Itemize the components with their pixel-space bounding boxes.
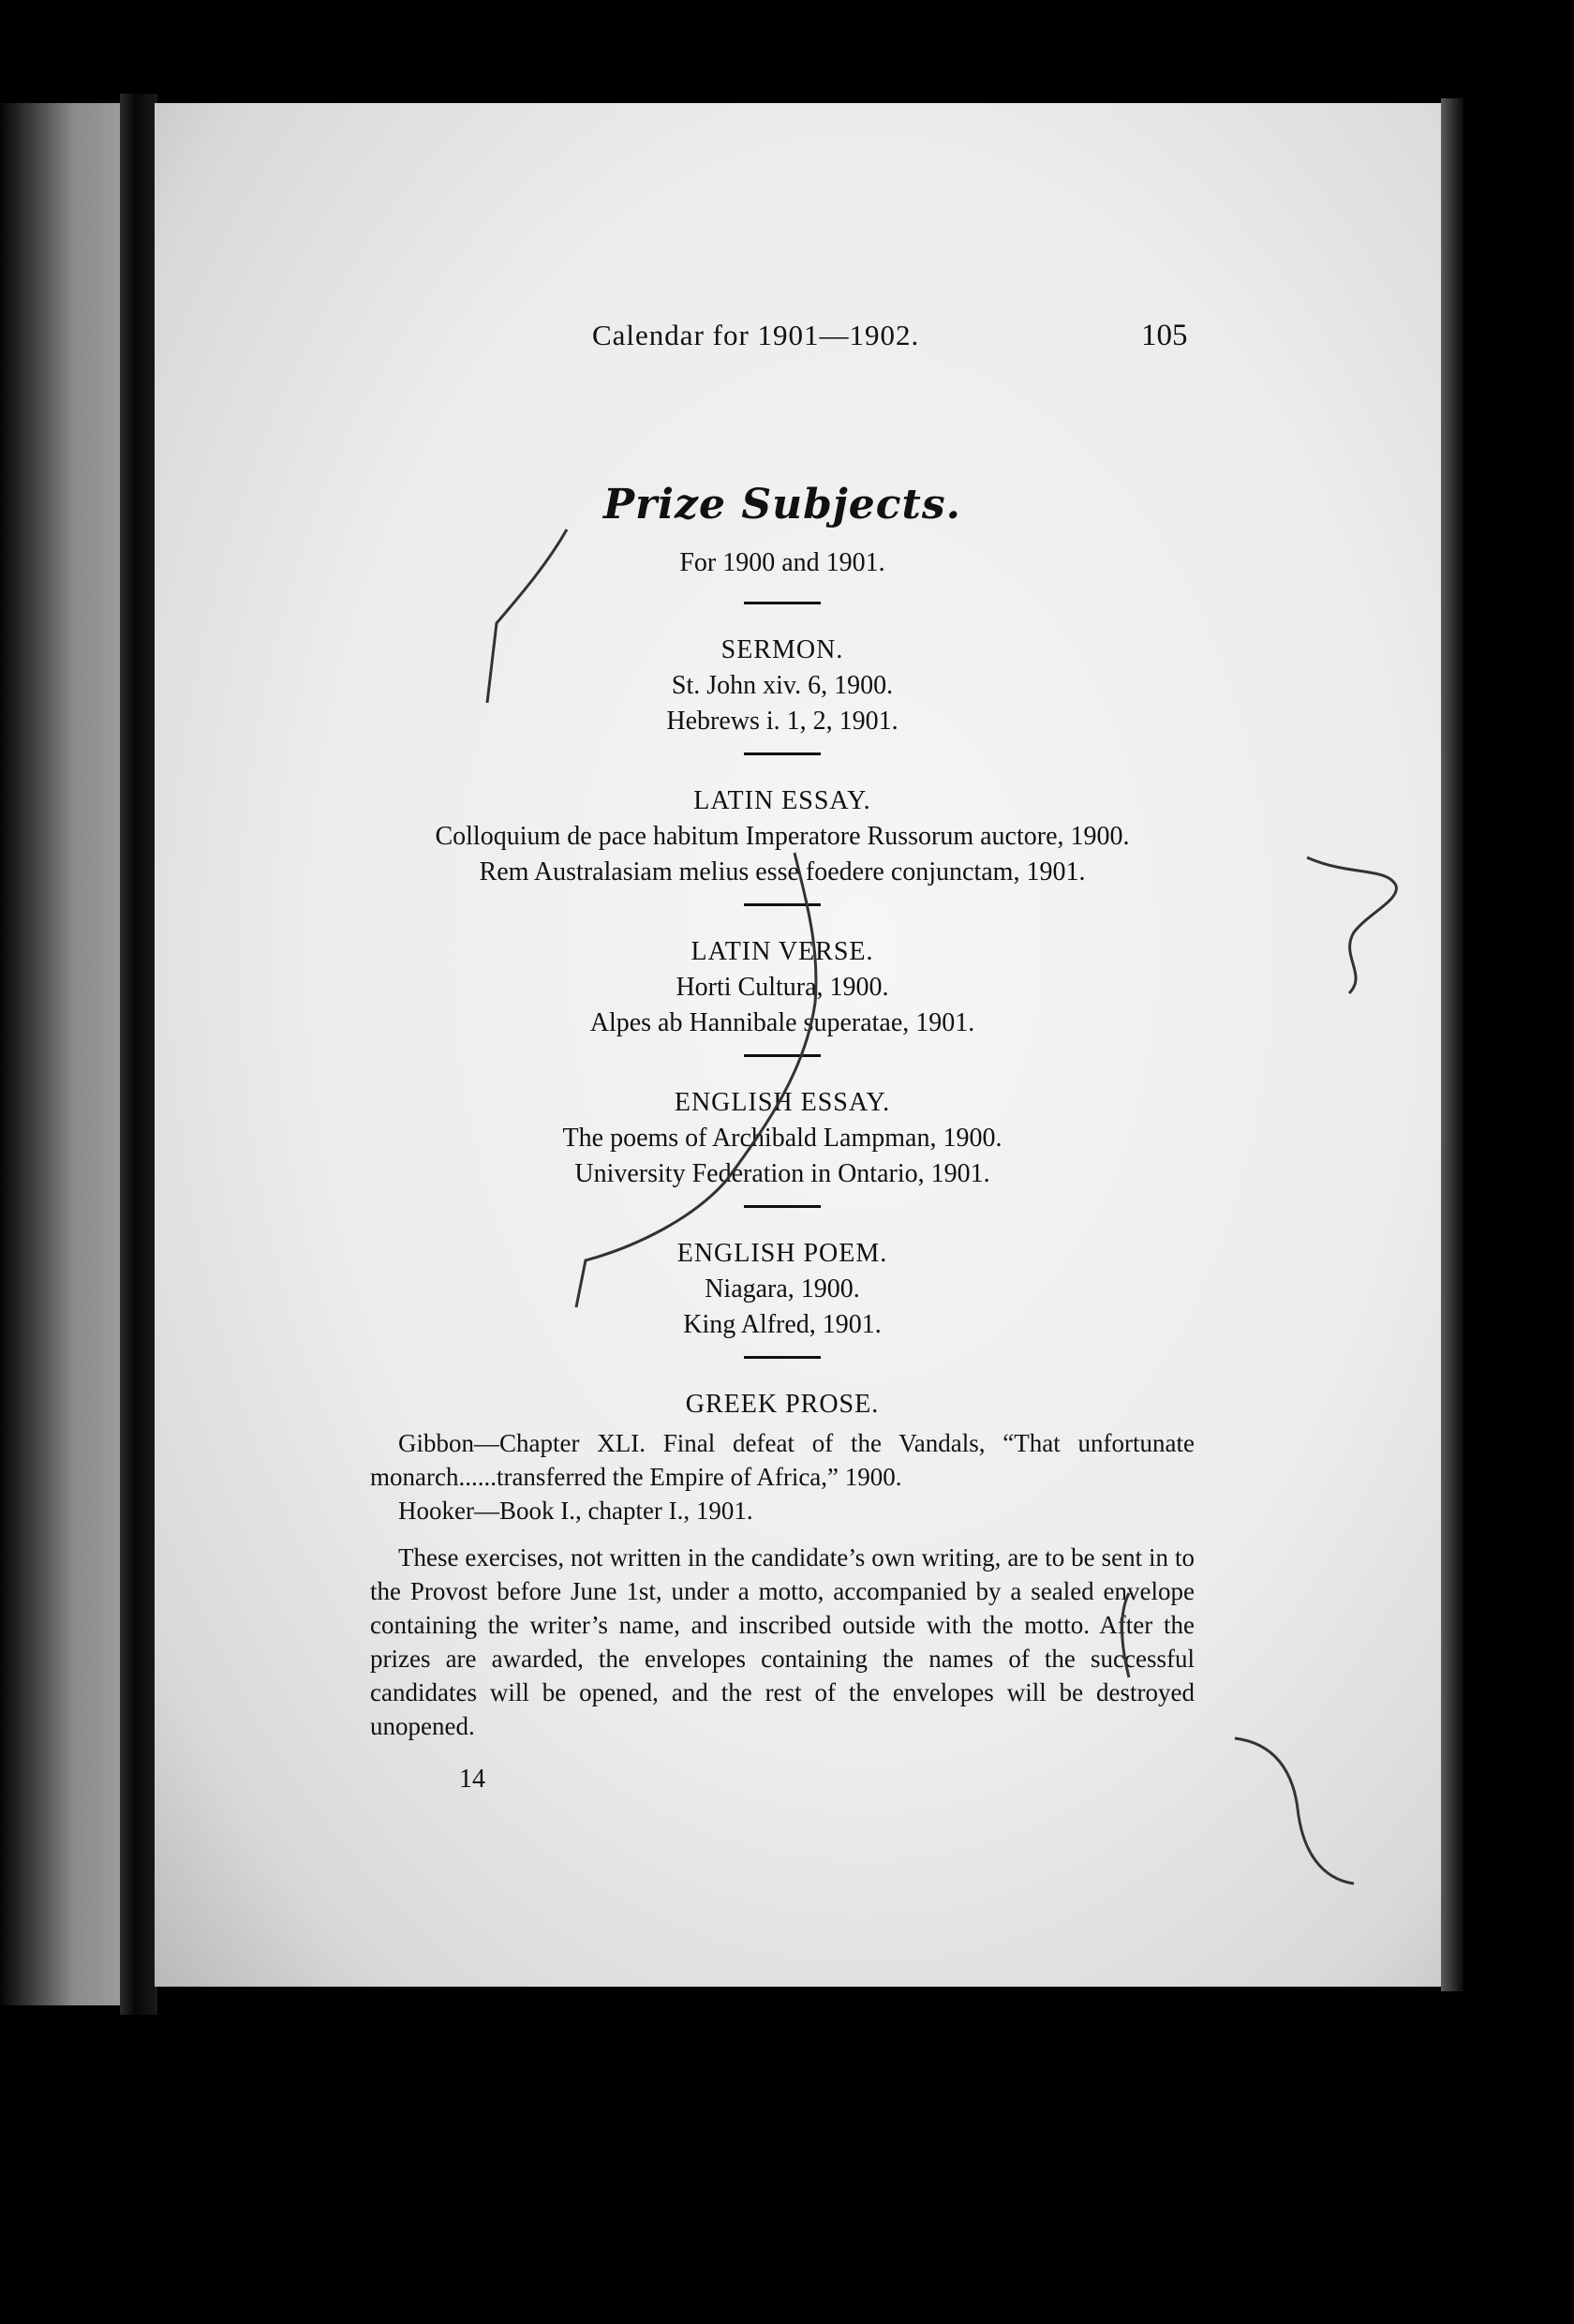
section-item: University Federation in Ontario, 1901. — [574, 1159, 990, 1188]
section-heading: SERMON. — [720, 635, 844, 664]
section-sermon — [370, 633, 1195, 739]
section-heading: ENGLISH ESSAY. — [674, 1088, 891, 1117]
section-item: The poems of Archibald Lampman, 1900. — [562, 1124, 1002, 1153]
main-content — [370, 481, 1195, 1797]
divider-rule — [744, 602, 821, 604]
section-item: Colloquium de pace habitum Imperatore Russorum auctore, 1900. — [435, 822, 1130, 851]
running-header — [0, 319, 1574, 375]
section-latin-verse — [370, 934, 1195, 1041]
book-gutter — [120, 94, 157, 2015]
running-title: Calendar for 1901—1902. — [592, 319, 920, 351]
divider-rule — [744, 1356, 821, 1359]
section-greek-prose — [370, 1387, 1195, 1527]
greek-item-hooker: Hooker—Book I., chapter I., 1901. — [398, 1497, 753, 1525]
section-item: Niagara, 1900. — [705, 1274, 860, 1304]
submission-notice: These exercises, not written in the candidate’s own writing, are to be sent in to the Provost before June 1st, under a motto, accompanied by a sealed envelope containing the writer’s name, and inscribed outside with the motto. After the prizes are awarded, the envelopes containing the names of the successful candidates will be opened, and the rest of the envelopes will be destroyed unopened. — [370, 1543, 1195, 1740]
page-title: Prize Subjects. — [603, 481, 961, 529]
section-heading: LATIN VERSE. — [690, 937, 874, 966]
section-item: St. John xiv. 6, 1900. — [671, 671, 894, 700]
page-number: 105 — [1141, 319, 1188, 352]
divider-rule — [744, 1054, 821, 1057]
page-subtitle: For 1900 and 1901. — [679, 548, 885, 577]
section-item: Alpes ab Hannibale superatae, 1901. — [589, 1008, 975, 1037]
section-item: King Alfred, 1901. — [683, 1310, 882, 1339]
divider-rule — [744, 903, 821, 906]
divider-rule — [744, 752, 821, 755]
page-edge-shadow — [1441, 98, 1463, 1991]
section-heading: ENGLISH POEM. — [676, 1239, 888, 1268]
section-english-poem — [370, 1236, 1195, 1343]
signature-mark: 14 — [459, 1765, 485, 1794]
section-heading: GREEK PROSE. — [685, 1390, 880, 1419]
section-english-essay — [370, 1085, 1195, 1192]
section-latin-essay — [370, 783, 1195, 890]
section-item: Hebrews i. 1, 2, 1901. — [666, 707, 898, 736]
section-item: Rem Australasiam melius esse foedere conjunctam, 1901. — [479, 857, 1086, 886]
facing-page-edge — [0, 103, 122, 2005]
section-item: Horti Cultura, 1900. — [676, 973, 889, 1002]
divider-rule — [744, 1205, 821, 1208]
greek-item-gibbon: Gibbon—Chapter XLI. Final defeat of the Vandals, “That unfortunate monarch......transferred the Empire of Africa,” 1900. — [370, 1429, 1195, 1491]
section-heading: LATIN ESSAY. — [693, 786, 871, 815]
